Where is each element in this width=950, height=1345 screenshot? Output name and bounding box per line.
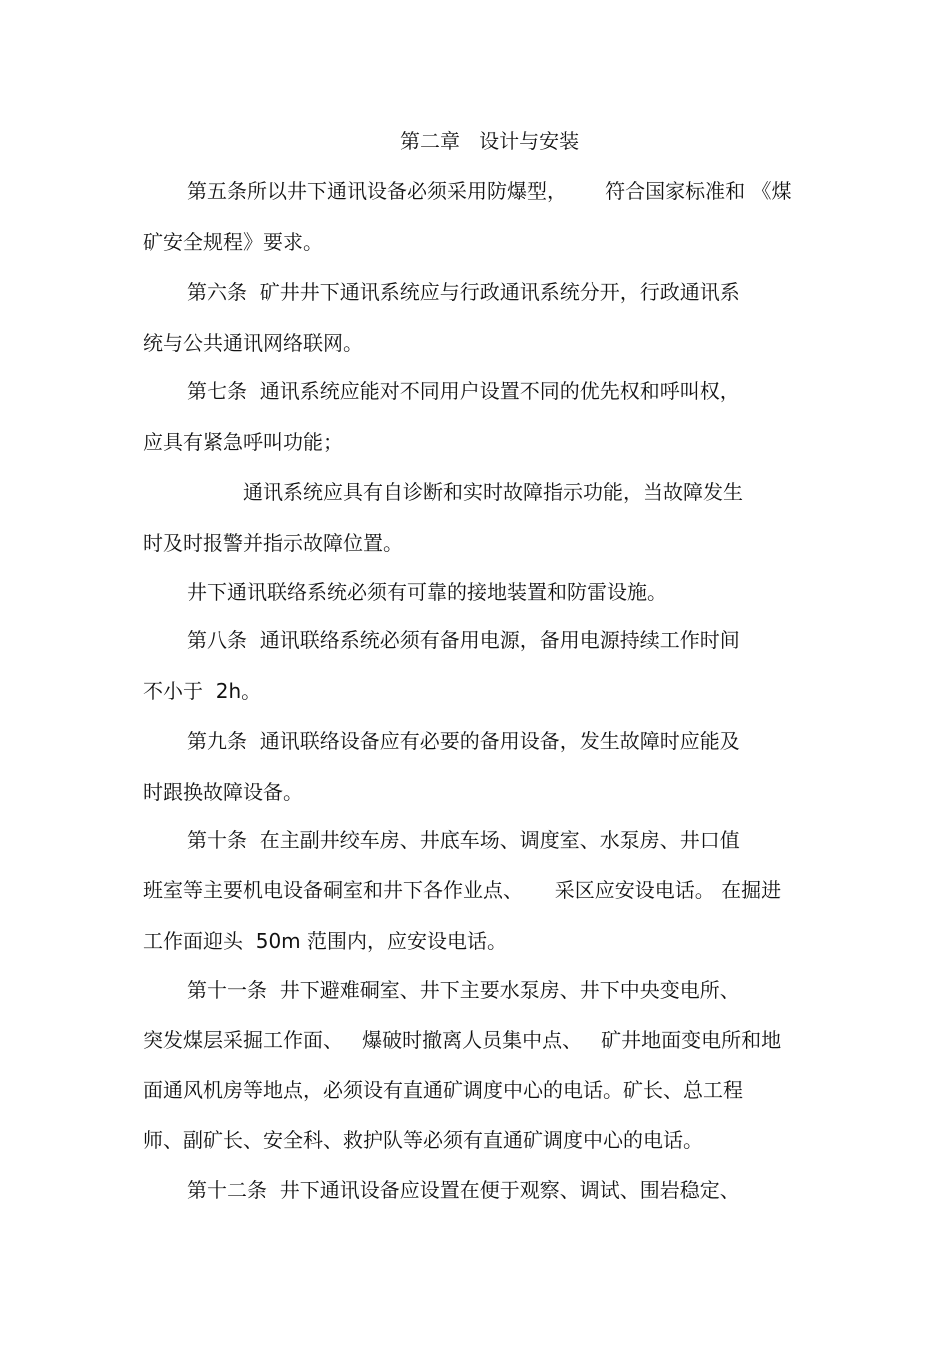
text-line: 第五条所以井下通讯设备必须采用防爆型， 符合国家标准和 《煤 bbox=[187, 179, 792, 203]
text-line: 统与公共通讯网络联网。 bbox=[143, 331, 363, 355]
text-line: 面通风机房等地点，必须设有直通矿调度中心的电话。矿长、总工程 bbox=[143, 1078, 743, 1102]
text-line: 应具有紧急呼叫功能； bbox=[143, 430, 343, 454]
text-line: 第十一条 井下避难硐室、井下主要水泵房、井下中央变电所、 bbox=[187, 978, 740, 1002]
text-line: 第七条 通讯系统应能对不同用户设置不同的优先权和呼叫权， bbox=[187, 379, 740, 403]
text-line: 第八条 通讯联络系统必须有备用电源，备用电源持续工作时间 bbox=[187, 628, 740, 652]
text-line: 工作面迎头 50m 范围内，应安设电话。 bbox=[143, 929, 508, 953]
text-line: 时及时报警并指示故障位置。 bbox=[143, 531, 403, 555]
text-line: 时跟换故障设备。 bbox=[143, 780, 303, 804]
text-line: 第九条 通讯联络设备应有必要的备用设备，发生故障时应能及 bbox=[187, 729, 740, 753]
text-line: 矿安全规程》要求。 bbox=[143, 230, 323, 254]
text-line: 突发煤层采掘工作面、 爆破时撤离人员集中点、 矿井地面变电所和地 bbox=[143, 1028, 782, 1052]
chapter-title: 第二章 设计与安装 bbox=[400, 129, 580, 153]
text-line: 师、副矿长、安全科、救护队等必须有直通矿调度中心的电话。 bbox=[143, 1128, 703, 1152]
text-line: 第十二条 井下通讯设备应设置在便于观察、调试、围岩稳定、 bbox=[187, 1178, 740, 1202]
text-line: 通讯系统应具有自诊断和实时故障指示功能，当故障发生 bbox=[243, 480, 743, 504]
text-line: 第十条 在主副井绞车房、井底车场、调度室、水泵房、井口值 bbox=[187, 828, 740, 852]
text-line: 第六条 矿井井下通讯系统应与行政通讯系统分开，行政通讯系 bbox=[187, 280, 740, 304]
text-line: 不小于 2h。 bbox=[143, 679, 262, 703]
text-line: 井下通讯联络系统必须有可靠的接地装置和防雷设施。 bbox=[187, 580, 667, 604]
text-line: 班室等主要机电设备硐室和井下各作业点、 采区应安设电话。 在掘进 bbox=[143, 878, 782, 902]
